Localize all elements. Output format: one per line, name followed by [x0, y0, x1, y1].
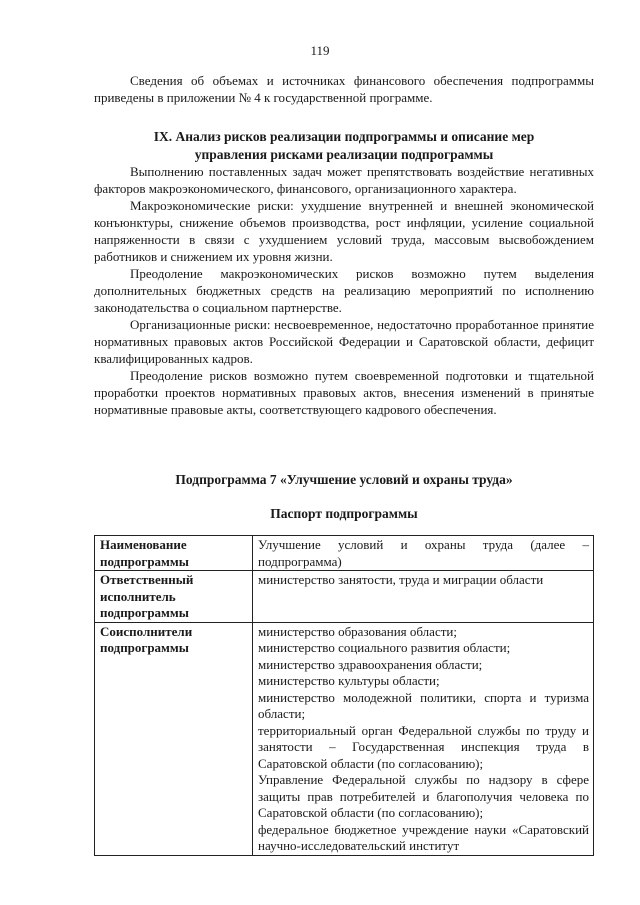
table-row	[95, 536, 594, 571]
section-heading-line-2: управления рисками реализации подпрограммы	[194, 147, 494, 162]
section-paragraph: Организационные риски: несвоевременное, недостаточно проработанное принятие нормативных правовых актов Российской Федерации и Саратовской области, дефицит квалифицированных кадров.	[94, 317, 594, 366]
page-number: 119	[310, 43, 330, 58]
row-value-item: министерство занятости, труда и миграции области	[258, 572, 544, 587]
intro-paragraph: Сведения об объемах и источниках финансового обеспечения подпрограммы приведены в приложении № 4 к государственной программе.	[94, 73, 594, 105]
row-value-item: федеральное бюджетное учреждение науки «Саратовский научно-исследовательский институт	[258, 821, 589, 853]
row-value-item: министерство образования области;	[258, 623, 457, 639]
row-label: Ответственный исполнитель подпрограммы	[95, 571, 253, 623]
subprogram-title: Подпрограмма 7 «Улучшение условий и охраны труда»	[175, 472, 513, 487]
passport-table	[94, 535, 594, 856]
row-value-item: территориальный орган Федеральной службы по труду и занятости – Государственная инспекция труда в Саратовской области (по согласованию);	[258, 722, 589, 771]
row-value-item: Улучшение условий и охраны труда (далее – подпрограмма)	[258, 537, 589, 569]
section-paragraph: Преодоление макроэкономических рисков возможно путем выделения дополнительных бюджетных средств на реализацию мероприятий по исполнению законодательства о социальном партнерстве.	[94, 266, 594, 315]
row-value	[253, 622, 594, 855]
row-value-item: министерство молодежной политики, спорта и туризма области;	[258, 689, 589, 721]
table-row	[95, 622, 594, 855]
section-body	[94, 163, 594, 418]
row-value-item: министерство социального развития области;	[258, 640, 511, 655]
intro-block	[94, 72, 594, 106]
row-value-item: министерство здравоохранения области;	[258, 656, 483, 672]
row-value-item: министерство культуры области;	[258, 673, 440, 688]
section-paragraph: Макроэкономические риски: ухудшение внутренней и внешней экономической конъюнктуры, снижение объемов производства, рост инфляции, усиление социальной напряженности в связи с ухудшением условий труда, массовым высвобождением работников и снижением их уровня жизни.	[94, 198, 594, 264]
row-value	[253, 571, 594, 623]
section-paragraph: Преодоление рисков возможно путем своевременной подготовки и тщательной проработки проектов нормативных правовых актов, внесения изменений в принятые нормативные правовые акты, соответствующего кадрового обеспечения.	[94, 368, 594, 417]
row-value	[253, 536, 594, 571]
row-label: Соисполнители подпрограммы	[95, 622, 253, 855]
row-label: Наименование подпрограммы	[95, 536, 253, 571]
row-value-item: Управление Федеральной службы по надзору в сфере защиты прав потребителей и благополучия человека по Саратовской области (по согласованию);	[258, 772, 589, 820]
section-heading	[94, 128, 594, 164]
passport-title: Паспорт подпрограммы	[270, 506, 418, 521]
section-heading-line-1: IX. Анализ рисков реализации подпрограммы и описание мер	[153, 129, 535, 144]
table-row	[95, 571, 594, 623]
section-paragraph: Выполнению поставленных задач может препятствовать воздействие негативных факторов макроэкономического, финансового, организационного характера.	[94, 164, 594, 196]
